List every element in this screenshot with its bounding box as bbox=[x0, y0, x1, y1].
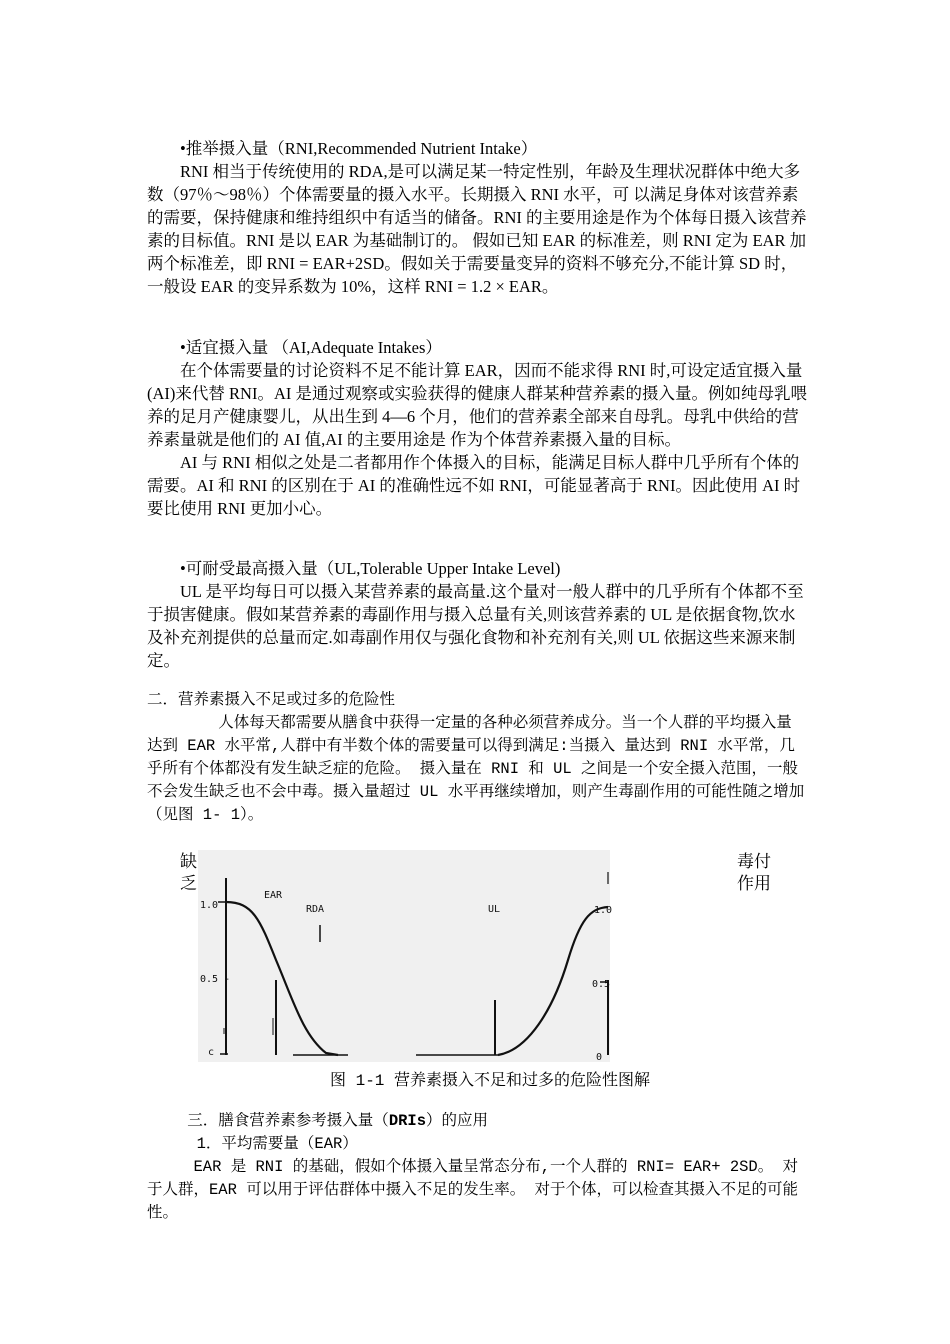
ear-label: EAR bbox=[264, 890, 283, 901]
figure-right-label bbox=[737, 851, 771, 895]
section-2 bbox=[147, 689, 807, 827]
section-3-heading-post: ）的应用 bbox=[426, 1112, 489, 1130]
right-label-line-2: 作用 bbox=[737, 874, 771, 893]
rni-title: •推举摄入量（RNI,Recommended Nutrient Intake） bbox=[180, 139, 538, 158]
y-left-mid-label: 0.5 - bbox=[200, 974, 231, 985]
y-right-bottom-label: 0 bbox=[596, 1052, 603, 1063]
right-label-line-1: 毒付 bbox=[737, 852, 771, 871]
section-2-heading: 二．营养素摄入不足或过多的危险性 bbox=[147, 691, 396, 709]
section-ai bbox=[147, 336, 807, 520]
y-left-bottom-label: c bbox=[208, 1047, 215, 1058]
left-label-line-2: 乏 bbox=[180, 874, 197, 893]
section-3-heading bbox=[147, 1110, 807, 1133]
section-3-heading-pre: 三．膳食营养素参考摄入量（ bbox=[187, 1112, 389, 1130]
rda-label: RDA bbox=[306, 904, 325, 915]
section-rni bbox=[147, 137, 807, 298]
y-right-top-label: 1.0 bbox=[593, 905, 612, 916]
ai-title: •适宜摄入量 （AI,Adequate Intakes） bbox=[180, 338, 442, 357]
y-left-top-label: 1.0 bbox=[200, 900, 219, 911]
section-3-paragraph: EAR 是 RNI 的基础，假如个体摄入量呈常态分布,一个人群的 RNI= EAR+ 2SD。 对于人群，EAR 可以用于评估群体中摄入不足的发生率。 对于个体，可以检查其摄入不足的可能性。 bbox=[147, 1158, 799, 1222]
section-3-heading-bold: DRIs bbox=[388, 1112, 427, 1130]
risk-chart bbox=[198, 850, 610, 1062]
ul-paragraph: UL 是平均每日可以摄入某营养素的最高量.这个量对一般人群中的几乎所有个体都不至于损害健康。假如某营养素的毒副作用与摄入总量有关,则该营养素的 UL 是依据食物,饮水及补充剂提供的总量而定.如毒副作用仅与强化食物和补充剂有关,则 UL 依据这些来源来制定。 bbox=[147, 582, 804, 670]
section-3 bbox=[147, 1110, 807, 1225]
section-ul bbox=[147, 557, 807, 672]
risk-figure bbox=[198, 850, 610, 1062]
rni-paragraph: RNI 相当于传统使用的 RDA,是可以满足某一特定性别，年龄及生理状况群体中绝大多数（97％～98％）个体需要量的摄入水平。长期摄入 RNI 水平，可 以满足身体对该营养素的需要，保持健康和维持组织中有适当的储备。RNI 的主要用途是作为个体每日摄入该营养素的目标值。RNI 是以 EAR 为基础制订的。 假如已知 EAR 的标准差，则 RNI 定为 EAR 加两个标准差，即 RNI = EAR+2SD。假如关于需要量变异的资料不够充分,不能计算 SD 时，一般设 EAR 的变异系数为 10%，这样 RNI = 1.2 × EAR。 bbox=[147, 162, 807, 296]
ul-title: •可耐受最高摄入量（UL,Tolerable Upper Intake Level) bbox=[180, 559, 561, 578]
figure-left-label bbox=[180, 851, 197, 895]
section-2-paragraph: 人体每天都需要从膳食中获得一定量的各种必须营养成分。当一个人群的平均摄入量达到 EAR 水平常,人群中有半数个体的需要量可以得到满足:当摄入 量达到 RNI 水平常，几乎所有个体都没有发生缺乏症的危险。 摄入量在 RNI 和 UL 之间是一个安全摄入范围，一般不会发生缺乏也不会中毒。摄入量超过 UL 水平再继续增加，则产生毒副作用的可能性随之增加（见图 1- 1）。 bbox=[147, 714, 805, 824]
y-right-mid-label: 0.5 bbox=[591, 979, 610, 990]
left-label-line-1: 缺 bbox=[180, 852, 197, 871]
deficiency-curve bbox=[226, 902, 338, 1055]
ai-paragraph-2: AI 与 RNI 相似之处是二者都用作个体摄入的目标，能满足目标人群中几乎所有个体的需要。AI 和 RNI 的区别在于 AI 的准确性远不如 RNI，可能显著高于 RNI。因此使用 AI 时要比使用 RNI 更加小心。 bbox=[147, 453, 801, 518]
figure-caption: 图 1-1 营养素摄入不足和过多的危险性图解 bbox=[330, 1072, 651, 1090]
ai-paragraph-1: 在个体需要量的讨论资料不足不能计算 EAR，因而不能求得 RNI 时,可设定适宜摄入量(AI)来代替 RNI。AI 是通过观察或实验获得的健康人群某种营养素的摄入量。例如纯母乳喂养的足月产健康婴儿，从出生到 4—6 个月，他们的营养素全部来自母乳。母乳中供给的营养素量就是他们的 AI 值,AI 的主要用途是 作为个体营养素摄入量的目标。 bbox=[147, 361, 807, 449]
ul-label: UL bbox=[488, 904, 501, 915]
section-3-subheading: 1．平均需要量（EAR） bbox=[196, 1135, 358, 1153]
